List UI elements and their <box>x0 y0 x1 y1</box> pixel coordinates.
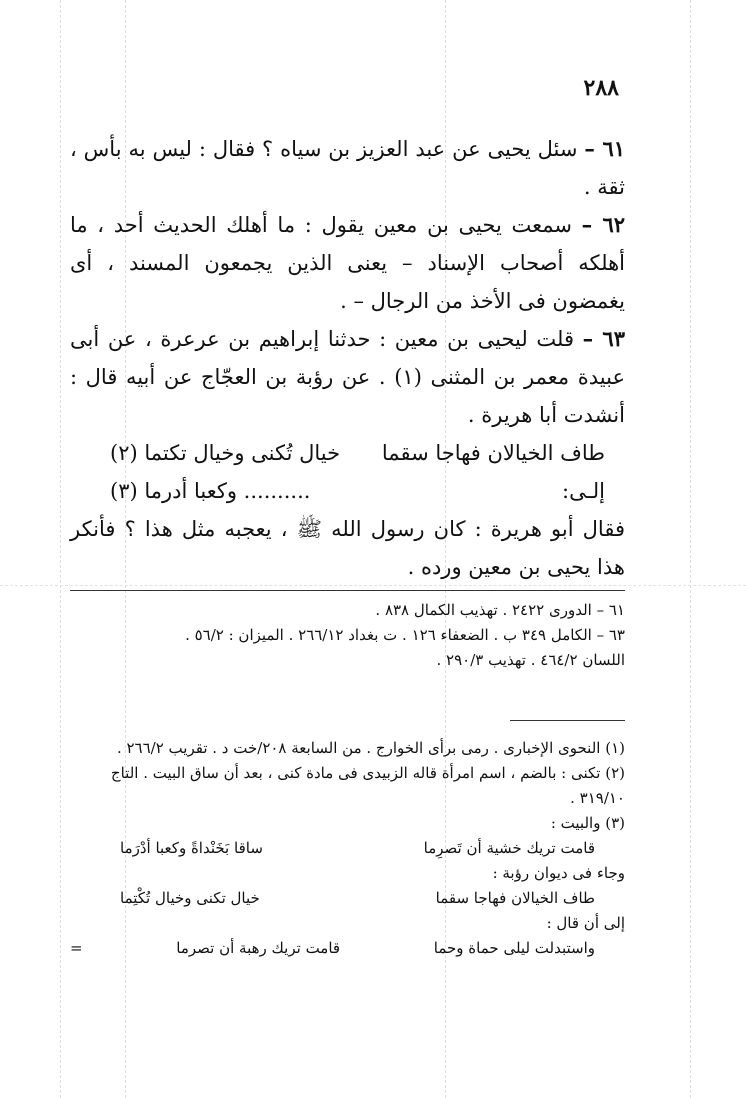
entry-63 <box>70 320 625 434</box>
footnote-1: (١) النحوى الإخبارى . رمى برأى الخوارج . من السابعة ٢٠٨/خت د . تقريب ٢٦٦/٢ . <box>116 739 625 757</box>
entry-61 <box>70 130 625 206</box>
footnote-verse <box>70 936 625 961</box>
footnote-3: (٣) والبيت : <box>550 814 625 832</box>
footnotes <box>70 736 625 961</box>
notes-divider <box>510 720 625 721</box>
reference-line: ٦٣ – الكامل ٣٤٩ ب . الضعفاء ١٢٦ . ت بغداد ٢٦٦/١٢ . الميزان : ٥٦/٢ . <box>185 626 625 644</box>
poem-verse-2 <box>70 472 625 510</box>
entry-text: سمعت يحيى بن معين يقول : ما أهلك الحديث أحد ، ما أهلكه أصحاب الإسناد – يعنى الذين يجمعون المسند ، أى يغمضون فى الأخذ من الرجال – . <box>70 213 625 313</box>
footnote-line: إلى أن قال : <box>546 914 625 932</box>
footnote-divider <box>70 590 625 591</box>
entry-text: سئل يحيى عن عبد العزيز بن سياه ؟ فقال : ليس به بأس ، ثقة . <box>70 137 625 199</box>
verse-hemistich: إلـى: <box>562 479 605 503</box>
verse-hemistich: طاف الخيالان فهاجا سقما <box>381 441 605 465</box>
footnote-verse <box>70 836 625 861</box>
scan-guide-line <box>690 0 691 1098</box>
main-text <box>70 130 625 586</box>
reference-line: ٦١ – الدورى ٢٤٢٢ . تهذيب الكمال ٨٣٨ . <box>375 601 625 619</box>
source-references <box>70 598 625 673</box>
verse-hemistich: قامت تريك رهبة أن تصرما <box>176 939 341 957</box>
entry-number: ٦٢ – <box>581 212 626 237</box>
poem-verse-1 <box>70 434 625 472</box>
verse-hemistich: قامت تريك خشية أن تَصرِما <box>423 839 595 857</box>
verse-hemistich: واستبدلت ليلى حماة وحما <box>433 939 595 957</box>
verse-hemistich: خيال تُكنى وخيال تكتما (٢) <box>110 441 341 465</box>
footnote-2: (٢) تكنى : بالضم ، اسم امرأة قاله الزبيدى فى مادة كنى ، بعد أن ساق البيت . التاج ٣١٩/١٠ . <box>110 764 625 807</box>
reference-line: اللسان ٤٦٤/٢ . تهذيب ٢٩٠/٣ . <box>436 651 625 669</box>
continuation-mark: = <box>70 939 83 957</box>
entry-number: ٦٣ – <box>582 326 625 351</box>
entry-text: قلت ليحيى بن معين : حدثنا إبراهيم بن عرعرة ، عن أبى عبيدة معمر بن المثنى (١) . عن رؤبة بن العجّاج عن أبيه قال : أنشدت أبا هريرة . <box>70 327 625 427</box>
verse-hemistich: .......... وكعبا أدرما (٣) <box>110 479 311 503</box>
page-number: ٢٨٨ <box>583 75 619 101</box>
entry-62 <box>70 206 625 320</box>
entry-number: ٦١ – <box>584 136 626 161</box>
scan-guide-line <box>60 0 61 1098</box>
verse-hemistich: خيال تكنى وخيال تُكْتِما <box>120 889 260 907</box>
footnote-line: وجاء فى ديوان رؤبة : <box>492 864 625 882</box>
footnote-verse <box>70 886 625 911</box>
verse-hemistich: ساقا بَخَنْداةً وكعبا أدْرَما <box>120 839 263 857</box>
verse-hemistich: طاف الخيالان فهاجا سقما <box>435 889 595 907</box>
entry-63-closing: فقال أبو هريرة : كان رسول الله ﷺ ، يعجبه مثل هذا ؟ فأنكر هذا يحيى بن معين ورده . <box>70 517 625 579</box>
